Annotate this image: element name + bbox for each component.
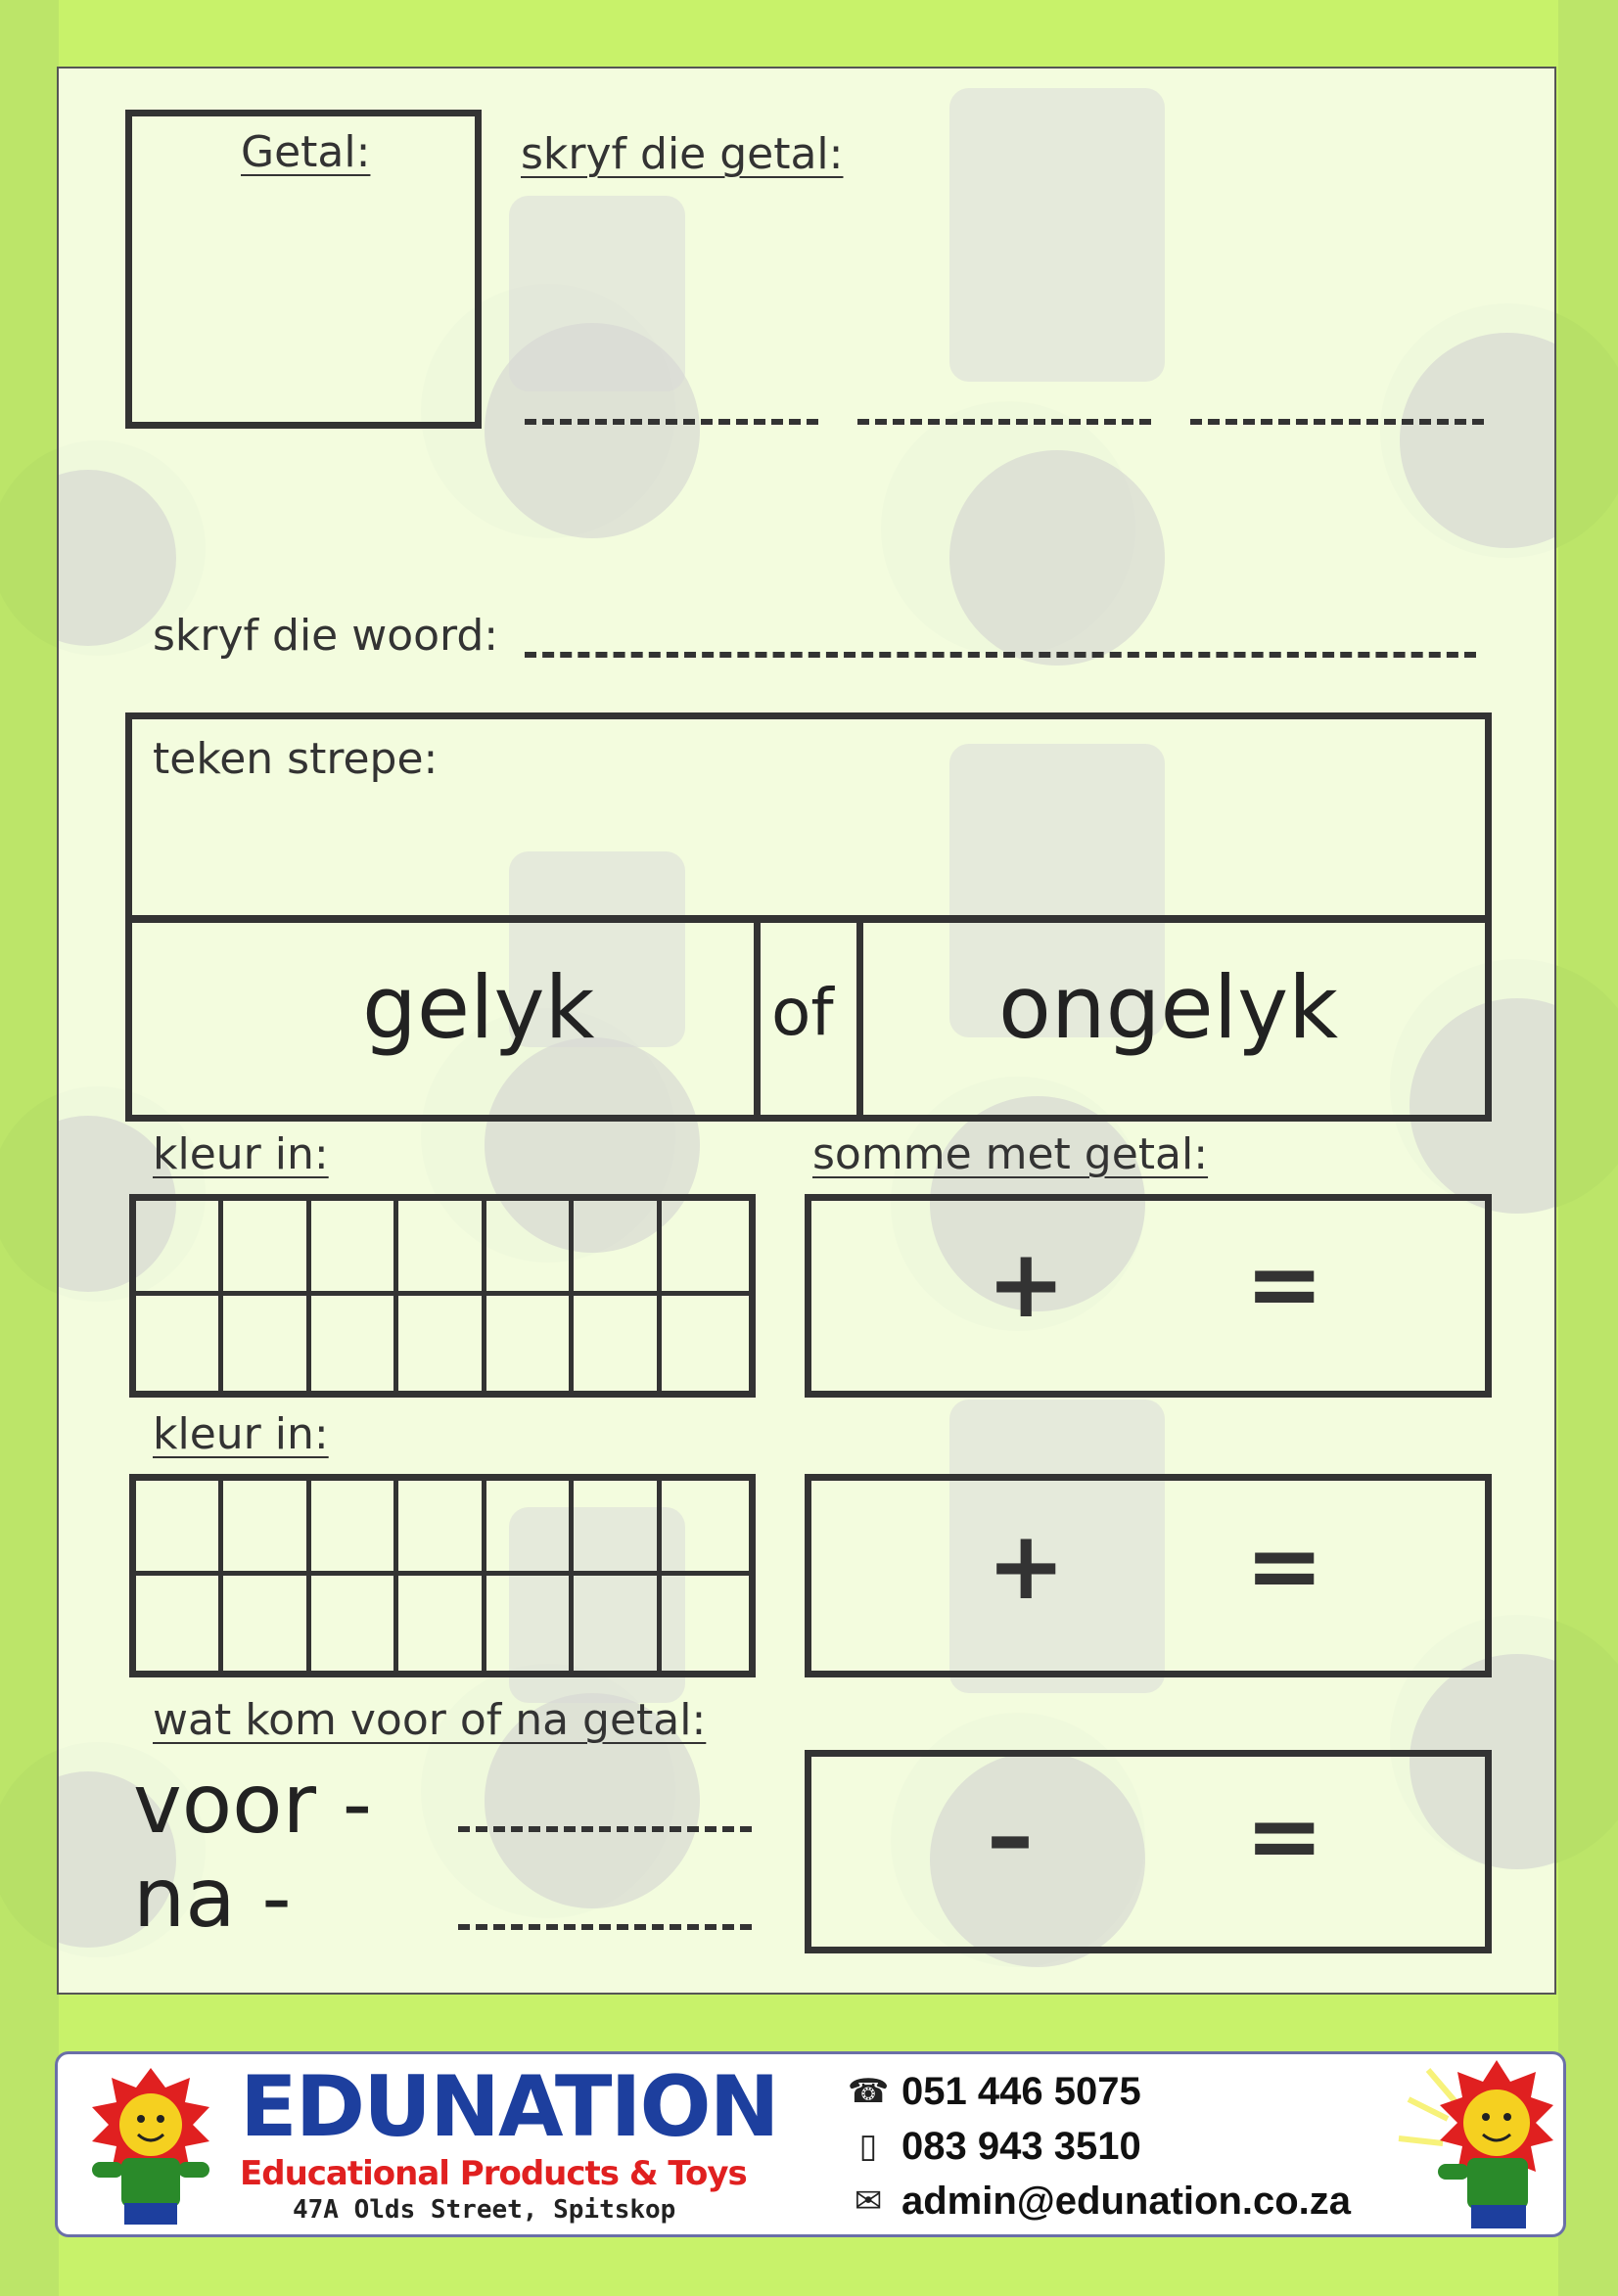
equals-sign-1: = xyxy=(1245,1229,1324,1339)
before-answer-line[interactable] xyxy=(458,1826,752,1832)
mascot-logo-right xyxy=(1389,2060,1555,2232)
equals-sign-3: = xyxy=(1245,1781,1324,1891)
brand-name: EDUNATION xyxy=(240,2058,778,2156)
after-label: na - xyxy=(133,1850,292,1946)
number-label: Getal: xyxy=(241,127,371,177)
even-option[interactable]: gelyk xyxy=(362,957,595,1058)
sum-box-1[interactable] xyxy=(805,1194,1492,1398)
ten-frame-grid-2[interactable] xyxy=(129,1474,756,1677)
before-label: voor - xyxy=(133,1756,373,1852)
before-after-label: wat kom voor of na getal: xyxy=(153,1695,707,1745)
after-answer-line[interactable] xyxy=(458,1924,752,1930)
email-address[interactable]: admin@edunation.co.za xyxy=(901,2180,1352,2223)
ten-frame-grid-1[interactable] xyxy=(129,1194,756,1398)
equals-sign-2: = xyxy=(1245,1511,1324,1621)
mascot-logo-left xyxy=(87,2068,214,2228)
sum-box-3[interactable] xyxy=(805,1750,1492,1953)
plus-sign-1: + xyxy=(987,1229,1066,1339)
phone-number-landline[interactable]: 051 446 5075 xyxy=(901,2070,1141,2113)
minus-sign-3: – xyxy=(987,1781,1034,1891)
write-number-label: skryf die getal: xyxy=(521,129,844,179)
footer-banner xyxy=(55,2051,1566,2237)
write-word-line[interactable] xyxy=(525,652,1476,658)
or-label: of xyxy=(771,975,834,1050)
colour-in-label-1: kleur in: xyxy=(153,1129,329,1179)
email-icon: ✉ xyxy=(854,2181,883,2221)
sums-label: somme met getal: xyxy=(812,1129,1209,1179)
mobile-phone-icon: ▯ xyxy=(858,2127,878,2166)
phone-number-mobile[interactable]: 083 943 3510 xyxy=(901,2125,1141,2168)
sum-box-2[interactable] xyxy=(805,1474,1492,1677)
draw-tally-label: teken strepe: xyxy=(153,734,439,784)
write-number-line-1[interactable] xyxy=(525,419,818,425)
telephone-icon: ☎ xyxy=(847,2072,890,2111)
odd-option[interactable]: ongelyk xyxy=(998,957,1339,1058)
write-word-label: skryf die woord: xyxy=(153,611,499,661)
plus-sign-2: + xyxy=(987,1511,1066,1621)
write-number-line-2[interactable] xyxy=(857,419,1151,425)
colour-in-label-2: kleur in: xyxy=(153,1409,329,1459)
brand-tagline: Educational Products & Toys xyxy=(240,2154,747,2193)
address: 47A Olds Street, Spitskop xyxy=(293,2195,676,2225)
write-number-line-3[interactable] xyxy=(1190,419,1484,425)
worksheet-sheet xyxy=(57,67,1556,1995)
